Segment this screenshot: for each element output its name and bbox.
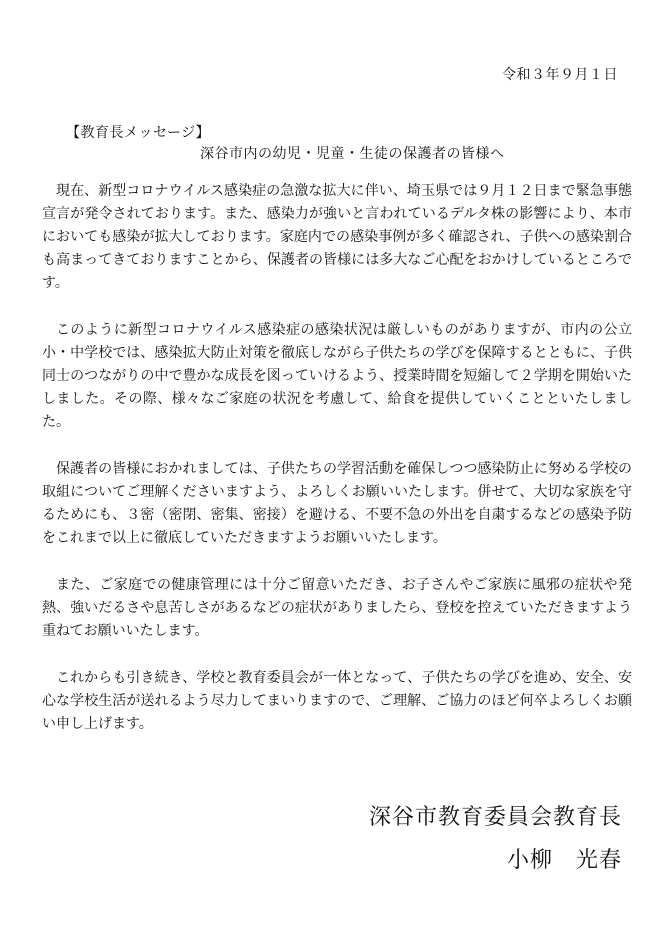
signature-organization: 深谷市教育委員会教育長 (368, 805, 622, 830)
document-heading: 【教育長メッセージ】 (66, 125, 211, 141)
paragraph: これからも引き続き、学校と教育委員会が一体となって、子供たちの学びを進め、安全、安心な学校生活が送れるよう尽力してまいりますので、ご理解、ご協力のほど何卒よろしくお願い申し上げます。 (42, 670, 632, 732)
document-addressee: 深谷市内の幼児・児童・生徒の保護者の皆様へ (200, 146, 505, 162)
paragraph: 現在、新型コロナウイルス感染症の急激な拡大に伴い、埼玉県では９月１２日まで緊急事態宣言が発令されております。また、感染力が強いと言われているデルタ株の影響により、本市においても感染が拡大しております。家庭内での感染事例が多く確認され、子供への感染割合も高まってきておりますことから、保護者の皆様には多大なご心配をおかけしているところです。 (42, 183, 632, 291)
paragraph: このように新型コロナウイルス感染症の感染状況は厳しいものがありますが、市内の公立小・中学校では、感染拡大防止対策を徹底しながら子供たちの学びを保障するとともに、子供同士のつながりの中で豊かな成長を図っていけるよう、授業時間を短縮して２学期を開始いたしました。その際、様々なご家庭の状況を考慮して、給食を提供していくことといたしました。 (42, 322, 632, 430)
document-body (42, 180, 632, 760)
document-date: 令和３年９月１日 (502, 67, 618, 83)
signature-name: 小柳 光春 (506, 848, 622, 873)
paragraph: 保護者の皆様におかれましては、子供たちの学習活動を確保しつつ感染防止に努める学校の取組についてご理解くださいますよう、よろしくお願いいたします。併せて、大切な家族を守るためにも、３密（密閉、密集、密接）を避ける、不要不急の外出を自粛するなどの感染予防をこれまで以上に徹底していただきますようお願いいたします。 (42, 461, 632, 546)
paragraph: また、ご家庭での健康管理には十分ご留意いただき、お子さんやご家族に風邪の症状や発熱、強いだるさや息苦しさがあるなどの症状がありましたら、登校を控えていただきますよう重ねてお願いいたします。 (42, 577, 632, 639)
